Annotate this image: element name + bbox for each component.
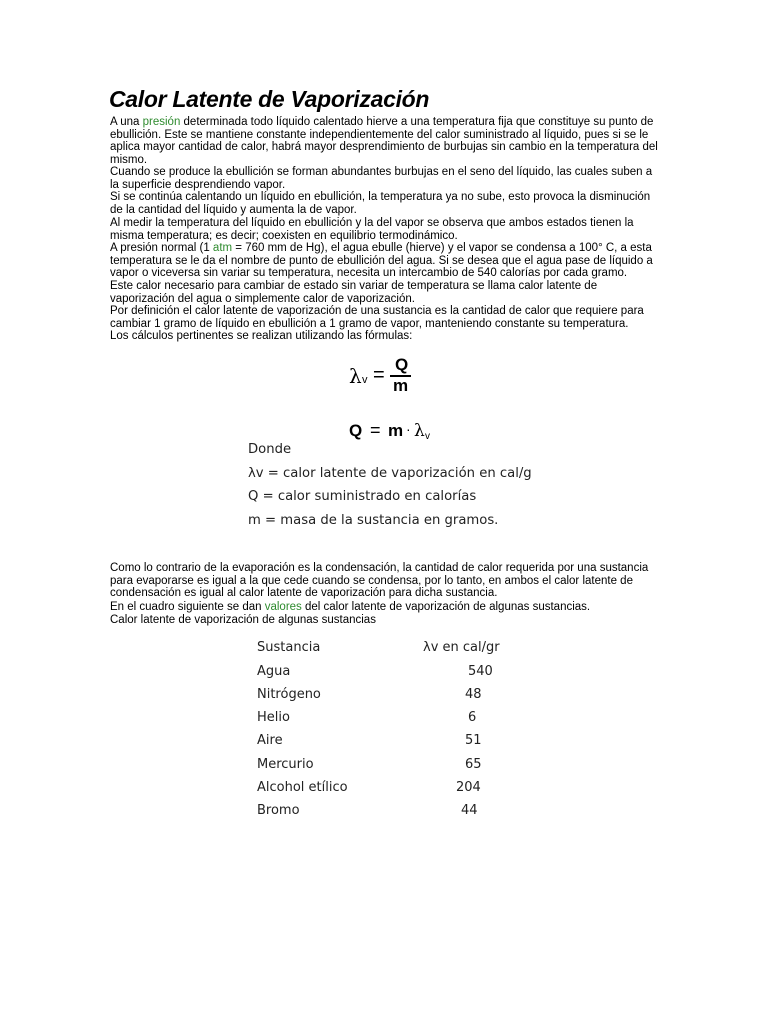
paragraph-condensacion: Como lo contrario de la evaporación es la condensación, la cantidad de calor requerida por una sustancia para evaporarse es igual a la que cede cuando se condensa, por lo tanto, en ambos el calor latente de condensación es igual al calor latente de vaporización para dicha sustancia. <box>110 562 649 600</box>
page-title: Calor Latente de Vaporización <box>109 86 430 112</box>
table-row-value: 6 <box>468 710 477 725</box>
formula2-lambda: λ <box>414 421 425 441</box>
paragraph-cuadro: En el cuadro siguiente se dan valores del calor latente de vaporización de algunas sustancias. <box>110 601 591 613</box>
link-atm[interactable]: atm <box>212 242 233 254</box>
formula1-num: Q <box>395 355 409 374</box>
paragraph-intro: A una presión determinada todo líquido calentado hierve a una temperatura fija que constituye su punto de ebullición. Este se mantiene constante independientemente del calor suministrado al líquido, pues si se le aplica mayor cantidad de calor, habrá mayor desprendimiento de burbujas sin cambio en la temperatura del mismo. <box>110 116 658 166</box>
donde-line-q: Q = calor suministrado en calorías <box>248 489 477 504</box>
table-row-name: Nitrógeno <box>257 687 321 702</box>
table-row-name: Helio <box>257 710 290 725</box>
table-row-value: 51 <box>465 733 482 748</box>
table-row-value: 48 <box>465 687 482 702</box>
formula2-q: Q <box>349 421 363 440</box>
formula2-eq: = <box>370 420 381 440</box>
table-row-name: Alcohol etílico <box>257 780 348 795</box>
donde-line-m: m = masa de la sustancia en gramos. <box>248 513 499 528</box>
table-header-sustancia: Sustancia <box>257 640 321 655</box>
table-row-value: 204 <box>456 780 481 795</box>
paragraph-calor-necesario: Este calor necesario para cambiar de estado sin variar de temperatura se llama calor latente de vaporización del agua o simplemente calor de vaporización. <box>110 280 598 305</box>
paragraph-calentando: Si se continúa calentando un líquido en ebullición, la temperatura ya no sube, esto provoca la disminución de la cantidad del líquido y aumenta la de vapor. <box>110 191 651 216</box>
formula2-sub: v <box>425 431 430 442</box>
formula2-m: m <box>388 421 404 440</box>
table-row-name: Mercurio <box>257 757 314 772</box>
formula1-eq: = <box>373 364 385 386</box>
table-row-name: Agua <box>257 664 291 679</box>
link-valores[interactable]: valores <box>264 601 302 613</box>
paragraph-ebullicion: Cuando se produce la ebullición se forman abundantes burbujas en el seno del líquido, las cuales suben a la superficie desprendiendo vapor. <box>110 166 653 191</box>
formula1-sub: v <box>362 374 368 386</box>
table-row-value: 44 <box>461 803 478 818</box>
paragraph-equilibrio: Al medir la temperatura del líquido en ebullición y la del vapor se observa que ambos estados tienen la misma temperatura; es decir; coexisten en equilibrio termodinámico. <box>110 217 634 242</box>
paragraph-calculos: Los cálculos pertinentes se realizan utilizando las fórmulas: <box>110 330 413 342</box>
table-row-name: Aire <box>257 733 283 748</box>
formula2-dot: · <box>406 421 411 437</box>
table-header-lambda: λv en cal/gr <box>423 640 500 655</box>
link-presion[interactable]: presión <box>142 116 181 128</box>
table-row-name: Bromo <box>257 803 300 818</box>
donde-heading: Donde <box>248 442 292 457</box>
paragraph-presion-normal: A presión normal (1 atm = 760 mm de Hg), el agua ebulle (hierve) y el vapor se condensa a 100° C, a esta temperatura se le da el nombre de punto de ebullición del agua. Si se desea que el agua pase de líquido a vapor o viceversa sin variar su temperatura, necesita un intercambio de 540 calorías por cada gramo. <box>110 242 653 280</box>
table-row-value: 65 <box>465 757 482 772</box>
formula1-lambda: λ <box>349 364 362 388</box>
formula1-den: m <box>393 376 409 395</box>
paragraph-definicion: Por definición el calor latente de vaporización de una sustancia es la cantidad de calor que requiere para cambiar 1 gramo de líquido en ebullición a 1 gramo de vapor, manteniendo constante su temperatura. <box>110 305 644 330</box>
table-row-value: 540 <box>468 664 493 679</box>
donde-line-lambda: λv = calor latente de vaporización en cal/g <box>248 466 532 481</box>
paragraph-table-caption: Calor latente de vaporización de algunas sustancias <box>110 614 376 626</box>
